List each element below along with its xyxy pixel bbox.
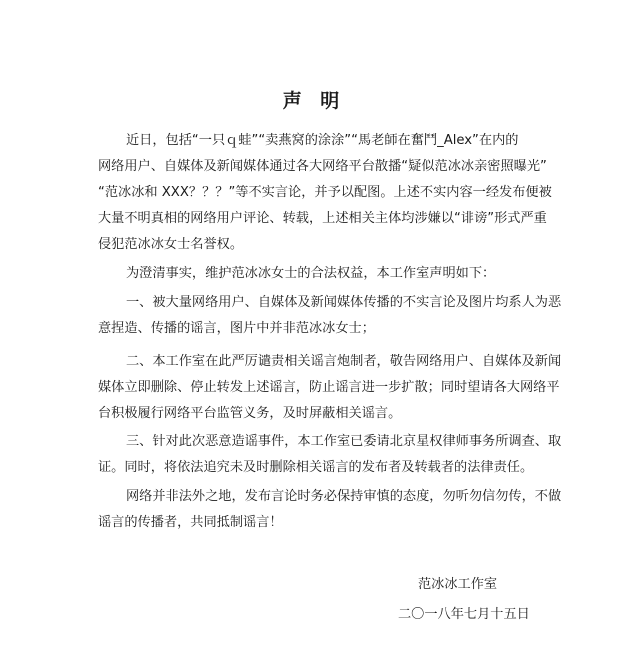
paragraph-4-line-2: 媒体立即删除、停止转发上述谣言，防止谣言进一步扩散；同时望请各大网络平 — [98, 380, 560, 395]
paragraph-6-line-1: 网络并非法外之地，发布言论时务必保持审慎的态度，勿听勿信勿传，不做 — [126, 489, 562, 504]
paragraph-3-line-1: 一、被大量网络用户、自媒体及新闻媒体传播的不实言论及图片均系人为恶 — [126, 295, 562, 310]
paragraph-3-line-2: 意捏造、传播的谣言，图片中并非范冰冰女士； — [98, 321, 375, 336]
paragraph-5-line-2: 证。同时，将依法追究未及时删除相关谣言的发布者及转载者的法律责任。 — [98, 460, 534, 475]
paragraph-4-line-1: 二、本工作室在此严厉谴责相关谣言炮制者，敬告网络用户、自媒体及新闻 — [126, 354, 562, 369]
paragraph-5-line-1: 三、针对此次恶意造谣事件，本工作室已委请北京星权律师事务所调查、取 — [126, 434, 562, 449]
paragraph-1-line-4: 大量不明真相的网络用户评论、转载，上述相关主体均涉嫌以“诽谤”形式严重 — [98, 211, 547, 226]
paragraph-6-line-2: 谣言的传播者，共同抵制谣言！ — [98, 515, 283, 530]
paragraph-1-line-2: 网络用户、自媒体及新闻媒体通过各大网络平台散播“疑似范冰冰亲密照曝光” — [98, 159, 547, 174]
paragraph-1-line-1: 近日，包括“一只ｑ蛙”“卖燕窝的涂涂”“馬老師在奮鬥_Alex”在内的 — [126, 133, 519, 148]
signature-name: 范冰冰工作室 — [418, 577, 498, 592]
paragraph-1-line-3: “范冰冰和 XXX？？？”等不实言论，并予以配图。上述不实内容一经发布便被 — [98, 185, 552, 200]
document-title: 声 明 — [282, 90, 346, 112]
paragraph-1-line-5: 侵犯范冰冰女士名誉权。 — [98, 237, 244, 252]
signature-date: 二〇一八年七月十五日 — [398, 607, 530, 622]
paragraph-2-line-1: 为澄清事实，维护范冰冰女士的合法权益，本工作室声明如下： — [126, 266, 496, 281]
paragraph-4-line-3: 台积极履行网络平台监管义务，及时屏蔽相关谣言。 — [98, 406, 402, 421]
